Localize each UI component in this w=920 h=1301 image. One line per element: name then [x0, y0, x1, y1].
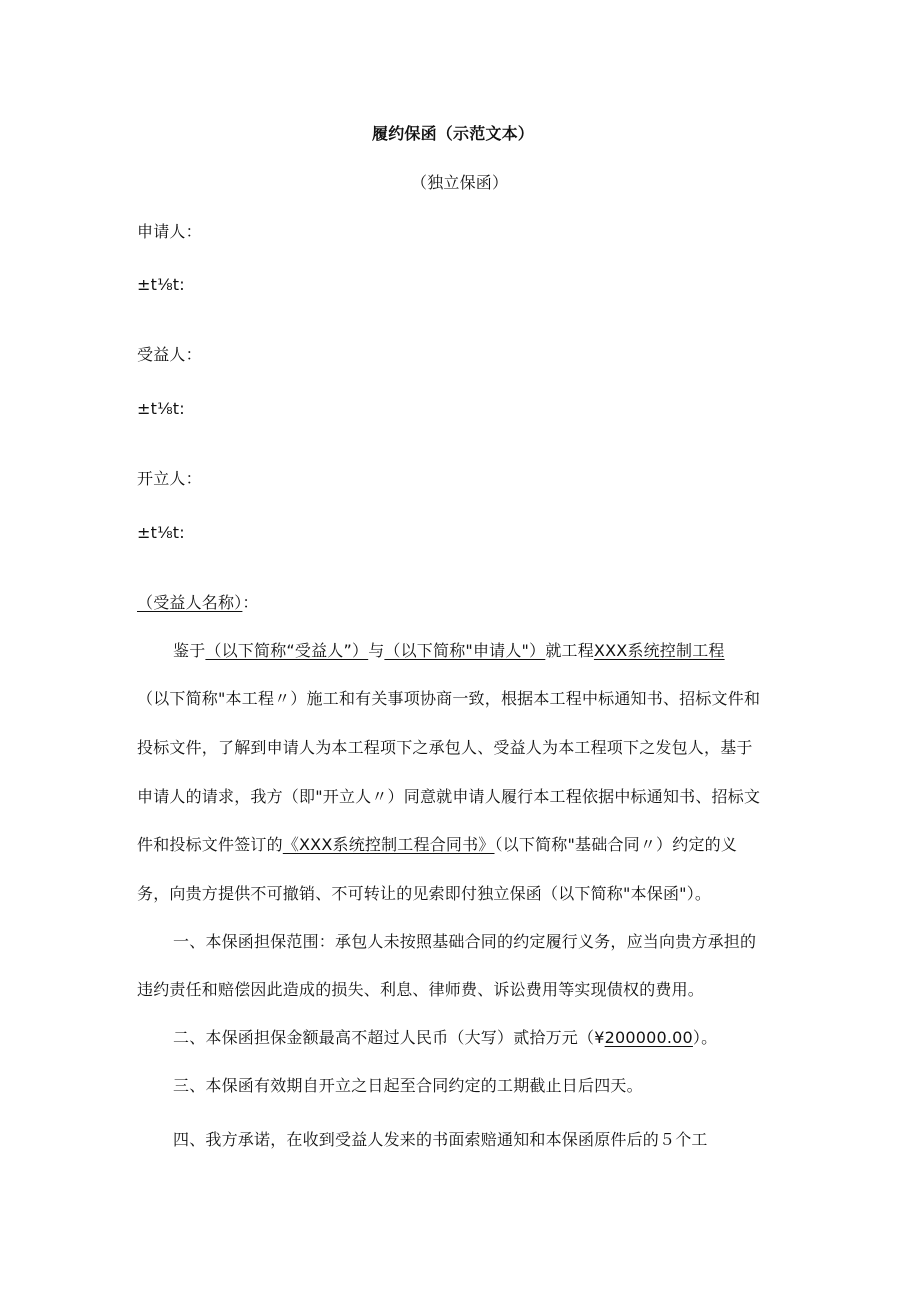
p1-and: 与 — [368, 641, 385, 660]
paragraph-1-line-5 — [137, 835, 737, 855]
p1-whereas: 鉴于 — [173, 641, 206, 660]
paragraph-1-line-6: 务，向贵方提供不可撤销、不可转让的见索即付独立保函（以下简称"本保函"）。 — [137, 884, 712, 903]
paragraph-2-line-1: 一、本保函担保范围：承包人未按照基础合同的约定履行义务，应当向贵方承担的 — [173, 932, 757, 951]
p1-l5-prefix: 件和投标文件签订的 — [137, 835, 283, 854]
beneficiary-label: 受益人： — [137, 345, 202, 364]
p1-applicant-blank: （以下简称"申请人"） — [384, 641, 546, 660]
salutation-beneficiary-name: （受益人名称） — [137, 593, 243, 612]
p1-beneficiary-blank: （以下简称“受益人”） — [205, 641, 369, 660]
salutation-colon: ： — [242, 593, 259, 612]
document-title: 履约保函（示范文本） — [372, 124, 535, 143]
paragraph-2-line-2: 违约责任和赔偿因此造成的损失、利息、律师费、诉讼费用等实现债权的费用。 — [137, 980, 705, 999]
paragraph-5: 四、我方承诺，在收到受益人发来的书面索赔通知和本保函原件后的５个工 — [173, 1130, 708, 1149]
p3-prefix: 二、本保函担保金额最高不超过人民币（大写）贰拾万元（¥ — [173, 1028, 605, 1047]
issuer-address-label: ±t⅛t: — [137, 523, 185, 542]
issuer-label: 开立人： — [137, 469, 202, 488]
salutation — [137, 593, 259, 613]
paragraph-3 — [173, 1028, 717, 1048]
applicant-address-label: ±t⅛t: — [137, 275, 185, 294]
paragraph-1-line-3: 投标文件，了解到申请人为本工程项下之承包人、受益人为本工程项下之发包人，基于 — [137, 738, 753, 757]
applicant-label: 申请人： — [137, 222, 202, 241]
paragraph-1-line-2: （以下简称"本工程〃）施工和有关事项协商一致，根据本工程中标通知书、招标文件和 — [137, 689, 761, 708]
p1-contract-name: 《XXX系统控制工程合同书》 — [282, 835, 495, 854]
p3-suffix: ）。 — [692, 1028, 718, 1047]
p1-l5-suffix: （以下简称"基础合同〃）约定的义 — [494, 835, 738, 854]
p1-project-prefix: 就工程 — [545, 641, 594, 660]
beneficiary-address-label: ±t⅛t: — [137, 399, 185, 418]
document-subtitle: （独立保函） — [411, 173, 509, 192]
p3-amount: 200000.00 — [604, 1028, 693, 1047]
paragraph-1-line-4: 申请人的请求，我方（即"开立人〃）同意就申请人履行本工程依据中标通知书、招标文 — [137, 787, 761, 806]
paragraph-1-line-1 — [173, 641, 725, 661]
p1-project-name: XXX系统控制工程 — [593, 641, 725, 660]
paragraph-4: 三、本保函有效期自开立之日起至合同约定的工期截止日后四天。 — [173, 1076, 643, 1095]
